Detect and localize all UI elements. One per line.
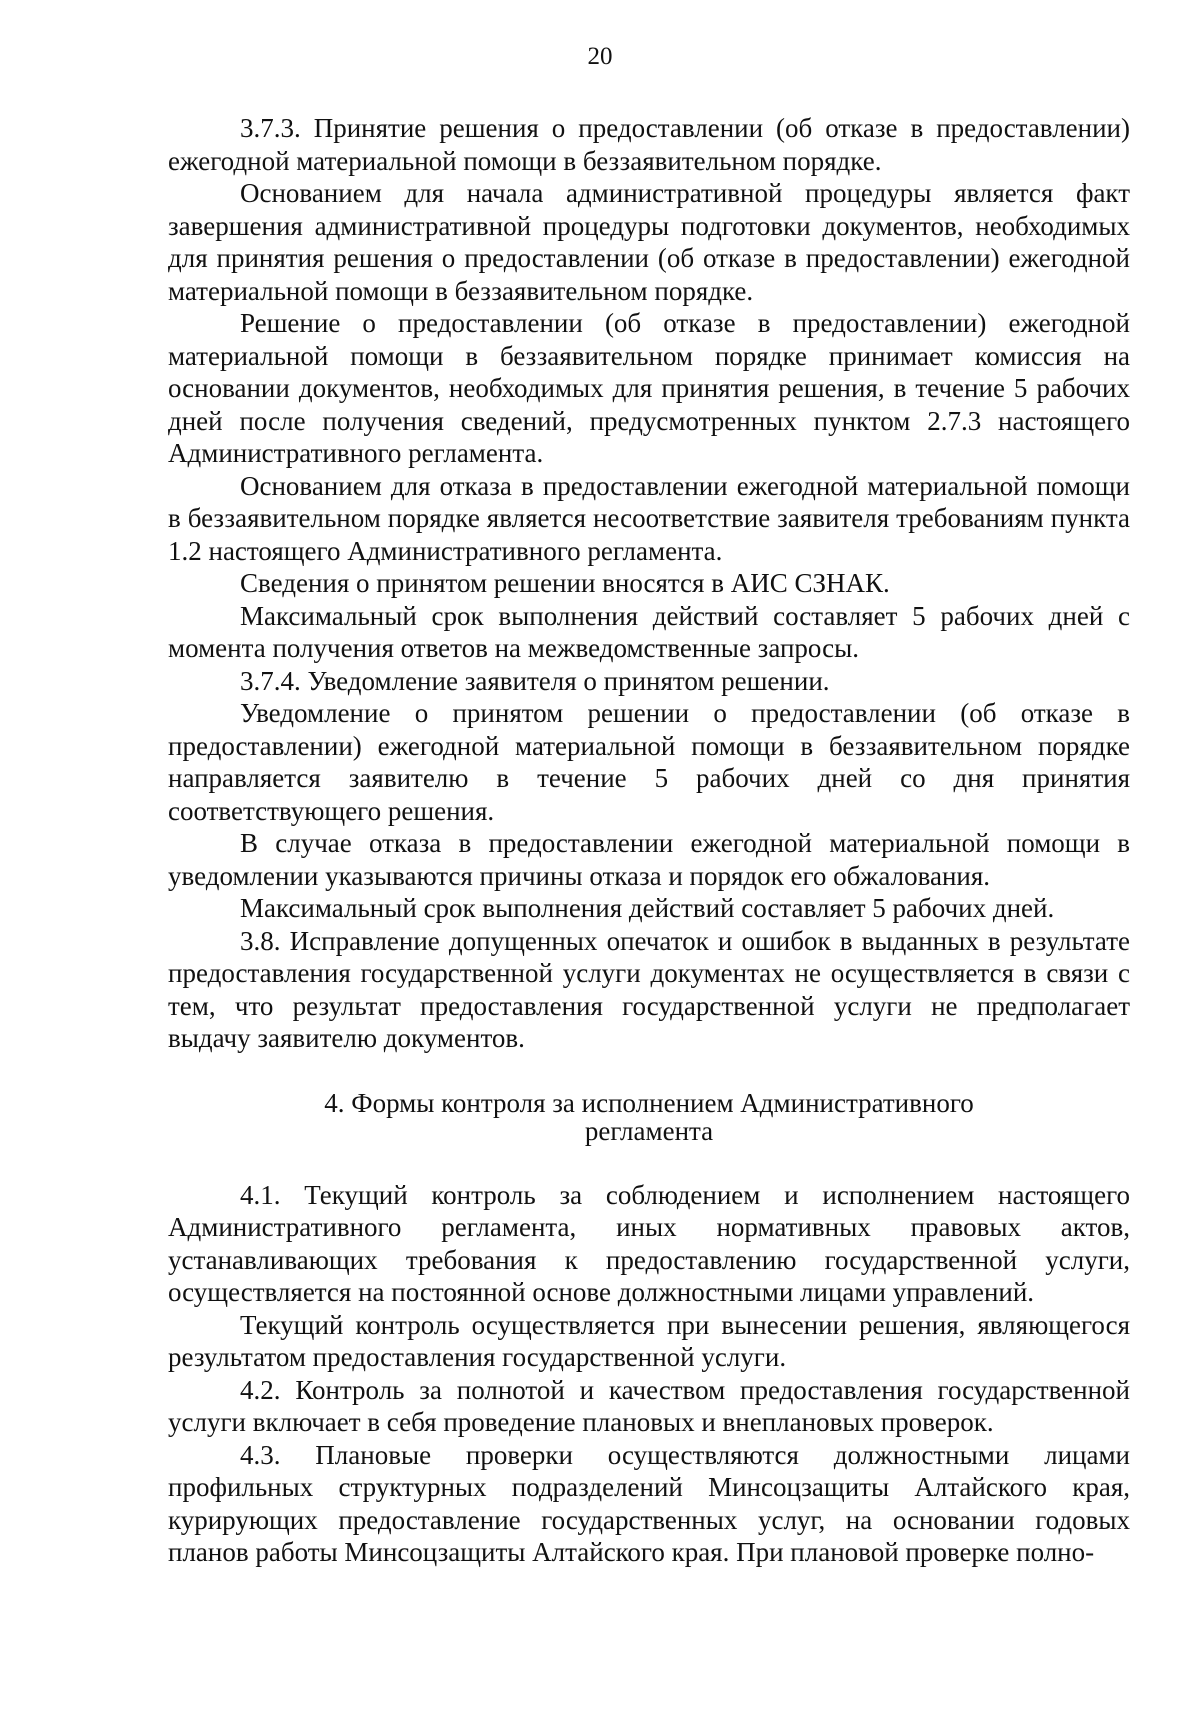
paragraph-3-7-3-title: 3.7.3. Принятие решения о предоставлении (об отказе в предоставлении) ежегодной материальной помощи в беззаявительном порядке. xyxy=(168,113,1130,176)
section-heading-line-2: регламента xyxy=(584,1115,714,1146)
section-heading-line-1: 4. Формы контроля за исполнением Административного xyxy=(324,1087,974,1118)
paragraph-4-3: 4.3. Плановые проверки осуществляются должностными лицами профильных структурных подразделений Минсоцзащиты Алтайского края, курирующих предоставление государственных услуг, на основании годовых планов работы Минсоцзащиты Алтайского края. При плановой проверке полно- xyxy=(168,1439,1130,1567)
section-heading xyxy=(168,1089,1130,1145)
page-content xyxy=(168,112,1130,1569)
paragraph-3-8: 3.8. Исправление допущенных опечаток и ошибок в выданных в результате предоставления государственной услуги документах не осуществляется в связи с тем, что результат предоставления государственной услуги не предполагает выдачу заявителю документов. xyxy=(168,925,1130,1053)
page-number: 20 xyxy=(587,43,613,70)
paragraph: Основанием для начала административной процедуры является факт завершения административной процедуры подготовки документов, необходимых для принятия решения о предоставлении (об отказе в предоставлении) ежегодной материальной помощи в беззаявительном порядке. xyxy=(168,178,1130,306)
paragraph: Сведения о принятом решении вносятся в АИС СЗНАК. xyxy=(240,568,890,598)
paragraph-4-2: 4.2. Контроль за полнотой и качеством предоставления государственной услуги включает в себя проведение плановых и внеплановых проверок. xyxy=(168,1374,1130,1437)
paragraph: Максимальный срок выполнения действий составляет 5 рабочих дней с момента получения ответов на межведомственные запросы. xyxy=(168,600,1130,663)
paragraph: Решение о предоставлении (об отказе в предоставлении) ежегодной материальной помощи в беззаявительном порядке принимает комиссия на основании документов, необходимых для принятия решения, в течение 5 рабочих дней после получения сведений, предусмотренных пунктом 2.7.3 настоящего Административного регламента. xyxy=(168,308,1130,468)
paragraph: Максимальный срок выполнения действий составляет 5 рабочих дней. xyxy=(240,893,1055,923)
paragraph-3-7-4-title: 3.7.4. Уведомление заявителя о принятом решении. xyxy=(240,665,830,696)
paragraph-4-1: 4.1. Текущий контроль за соблюдением и исполнением настоящего Административного регламента, иных нормативных правовых актов, устанавливающих требования к предоставлению государственной услуги, осуществляется на постоянной основе должностными лицами управлений. xyxy=(168,1179,1130,1307)
paragraph: В случае отказа в предоставлении ежегодной материальной помощи в уведомлении указываются причины отказа и порядок его обжалования. xyxy=(168,828,1130,891)
paragraph: Основанием для отказа в предоставлении ежегодной материальной помощи в беззаявительном порядке является несоответствие заявителя требованиям пункта 1.2 настоящего Административного регламента. xyxy=(168,470,1130,566)
paragraph: Текущий контроль осуществляется при вынесении решения, являющегося результатом предоставления государственной услуги. xyxy=(168,1309,1130,1372)
paragraph: Уведомление о принятом решении о предоставлении (об отказе в предоставлении) ежегодной материальной помощи в беззаявительном порядке направляется заявителю в течение 5 рабочих дней со дня принятия соответствующего решения. xyxy=(168,698,1130,826)
